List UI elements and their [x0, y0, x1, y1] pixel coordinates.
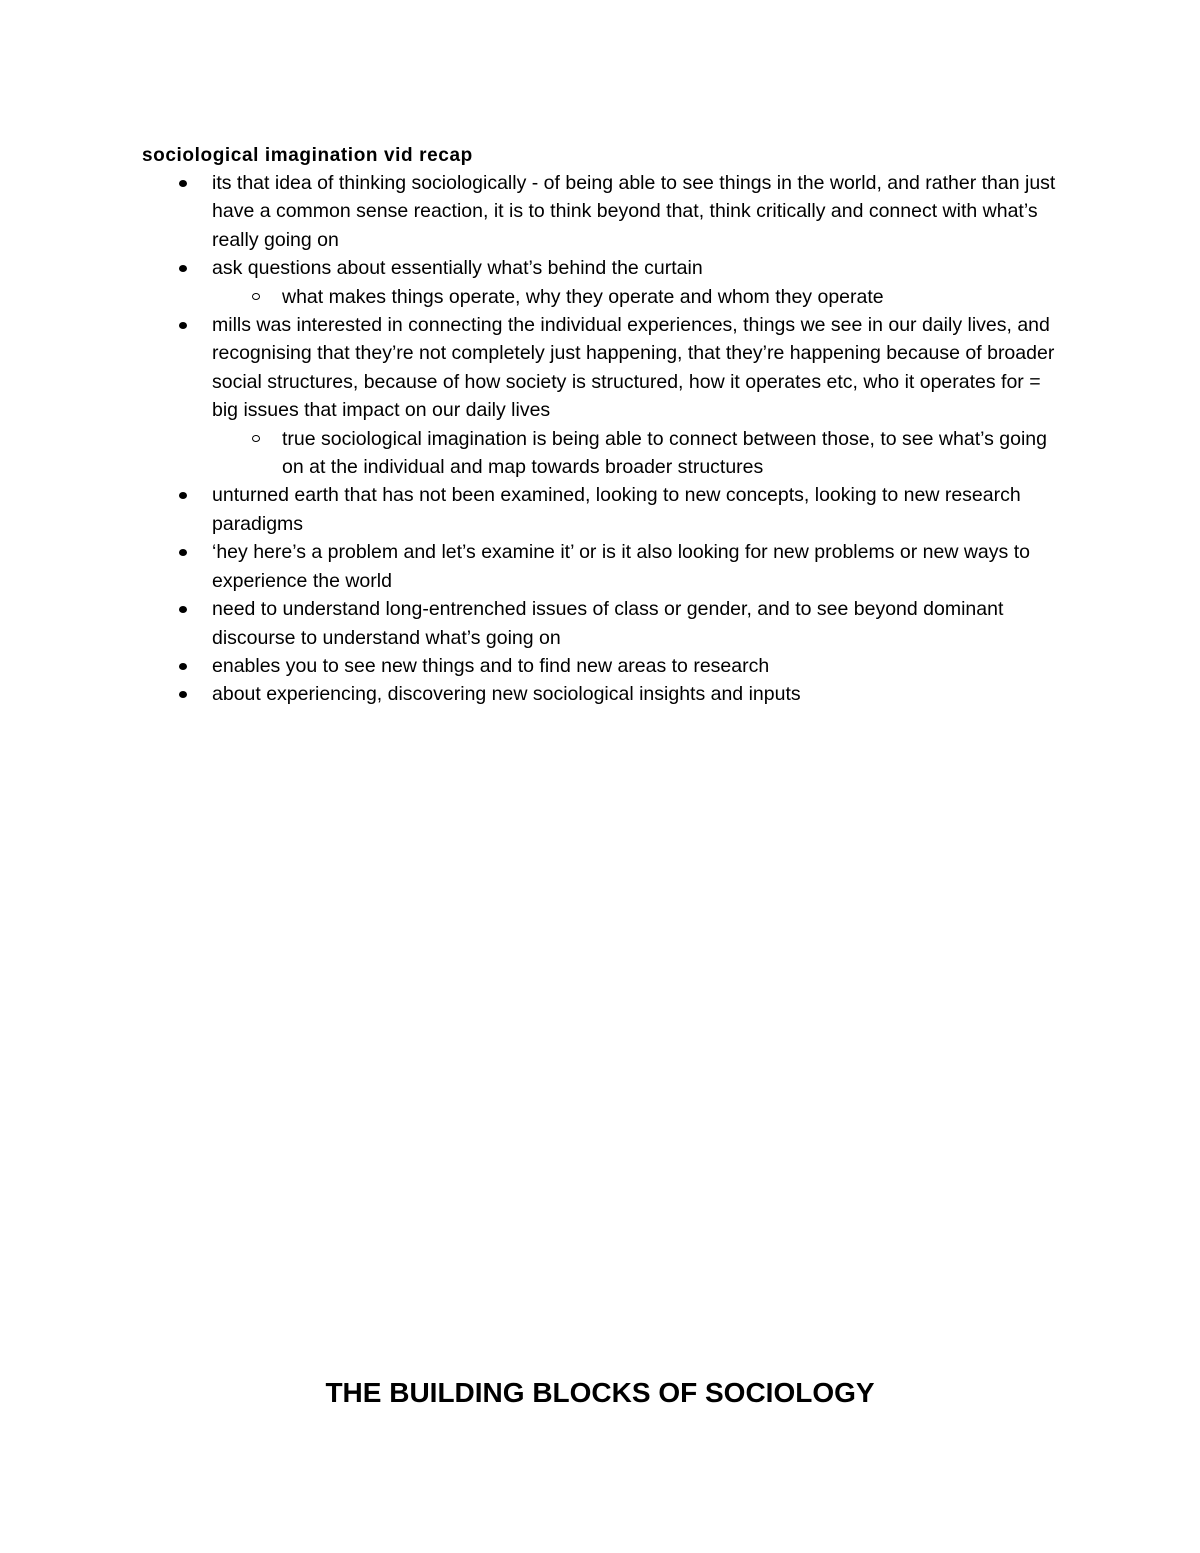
sub-list-item-text: true sociological imagination is being able to connect between those, to see what’s going on at the individual and map towards broader structures	[282, 427, 1047, 479]
list-item-text: need to understand long-entrenched issues of class or gender, and to see beyond dominant discourse to understand what’s going on	[212, 598, 1004, 649]
bullet-disc-icon	[179, 492, 187, 499]
list-item-text: mills was interested in connecting the individual experiences, things we see in our daily lives, and recognising that they’re not completely just happening, that they’re happening because of broader social structures, because of how society is structured, how it operates etc, who it operates for = big issues that impact on our daily lives	[212, 314, 1055, 422]
bullet-disc-icon	[179, 265, 187, 272]
list-item	[212, 595, 1072, 652]
bullet-disc-icon	[179, 549, 187, 556]
sub-list-item-text: what makes things operate, why they operate and whom they operate	[282, 285, 884, 308]
list-item-text: enables you to see new things and to find new areas to research	[212, 654, 770, 677]
bullet-circle-icon	[252, 435, 260, 442]
bullet-disc-icon	[179, 322, 187, 329]
bullet-disc-icon	[179, 606, 187, 613]
list-item	[212, 652, 1072, 680]
list-item	[212, 169, 1072, 254]
notes-list	[212, 169, 1072, 709]
sub-list	[212, 283, 1072, 311]
sub-list	[212, 425, 1072, 482]
notes-heading: sociological imagination vid recap	[142, 145, 473, 166]
list-item	[212, 538, 1072, 595]
list-item	[212, 254, 1072, 311]
list-item-text: its that idea of thinking sociologically - of being able to see things in the world, and rather than just have a common sense reaction, it is to think beyond that, think critically and connect with what’s really going on	[212, 172, 1056, 251]
sub-list-item	[282, 283, 1072, 311]
bullet-circle-icon	[252, 293, 260, 300]
bullet-disc-icon	[179, 663, 187, 670]
list-item-text: ‘hey here’s a problem and let’s examine it’ or is it also looking for new problems or new ways to experience the world	[212, 541, 1030, 592]
list-item	[212, 680, 1072, 708]
list-item	[212, 311, 1072, 481]
list-item	[212, 481, 1072, 538]
bullet-disc-icon	[179, 691, 187, 698]
list-item-text: ask questions about essentially what’s behind the curtain	[212, 257, 703, 280]
bullet-disc-icon	[179, 180, 187, 187]
list-item-text: unturned earth that has not been examined, looking to new concepts, looking to new research paradigms	[212, 484, 1021, 535]
section-title: THE BUILDING BLOCKS OF SOCIOLOGY	[325, 1377, 875, 1408]
list-item-text: about experiencing, discovering new sociological insights and inputs	[212, 683, 801, 706]
sub-list-item	[282, 425, 1072, 482]
